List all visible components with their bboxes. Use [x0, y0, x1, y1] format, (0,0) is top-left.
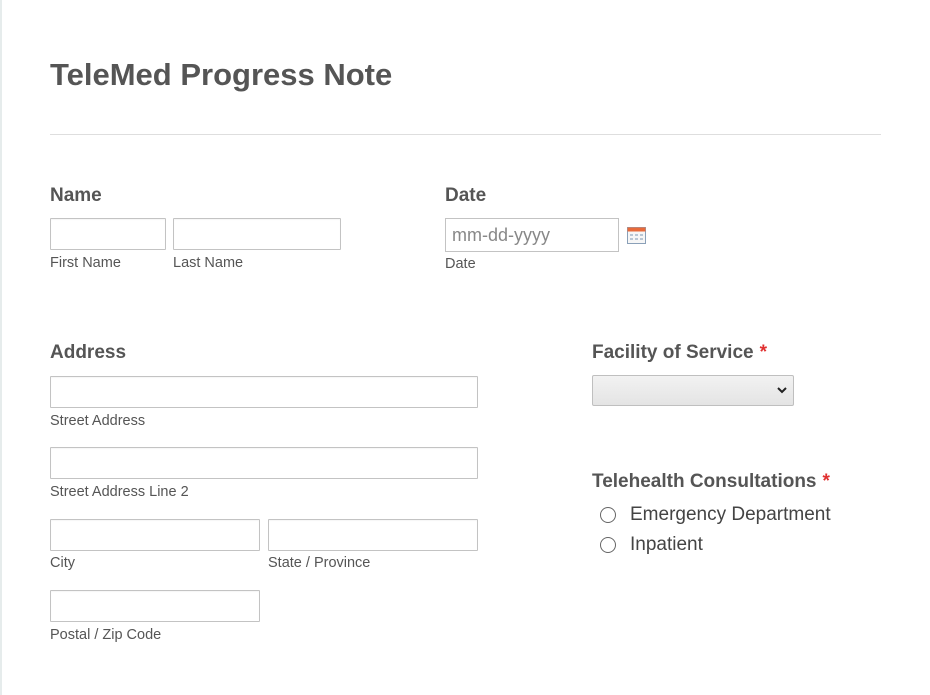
facility-label	[592, 342, 767, 364]
street-address-line2-sublabel: Street Address Line 2	[50, 484, 189, 500]
street-address-input[interactable]	[50, 376, 478, 408]
date-label: Date	[445, 185, 487, 206]
date-input[interactable]: mm-dd-yyyy	[445, 218, 619, 252]
first-name-sublabel: First Name	[50, 255, 121, 271]
name-label: Name	[50, 185, 102, 206]
facility-label-text: Facility of Service	[592, 342, 754, 363]
radio-label: Inpatient	[630, 534, 703, 555]
required-mark: *	[822, 471, 830, 492]
radio-button[interactable]	[600, 537, 616, 553]
state-input[interactable]	[268, 519, 478, 551]
facility-select[interactable]	[592, 375, 794, 406]
radio-option-emergency-department[interactable]	[600, 503, 831, 527]
telehealth-label-text: Telehealth Consultations	[592, 471, 817, 492]
radio-label: Emergency Department	[630, 504, 831, 525]
left-border	[0, 0, 2, 695]
calendar-icon[interactable]	[627, 227, 646, 244]
form-title: TeleMed Progress Note	[50, 57, 393, 92]
first-name-input[interactable]	[50, 218, 166, 250]
telehealth-label	[592, 471, 830, 493]
title-divider	[50, 134, 881, 135]
street-address-line2-input[interactable]	[50, 447, 478, 479]
zip-sublabel: Postal / Zip Code	[50, 627, 162, 643]
required-mark: *	[759, 342, 767, 363]
last-name-sublabel: Last Name	[173, 255, 244, 271]
radio-option-inpatient[interactable]	[600, 533, 703, 557]
zip-input[interactable]	[50, 590, 260, 622]
chevron-down-icon	[776, 384, 788, 396]
city-input[interactable]	[50, 519, 260, 551]
address-label: Address	[50, 342, 127, 363]
date-sublabel: Date	[445, 256, 476, 272]
last-name-input[interactable]	[173, 218, 341, 250]
state-sublabel: State / Province	[268, 555, 371, 571]
radio-button[interactable]	[600, 507, 616, 523]
city-sublabel: City	[50, 555, 75, 571]
street-address-sublabel: Street Address	[50, 413, 146, 429]
